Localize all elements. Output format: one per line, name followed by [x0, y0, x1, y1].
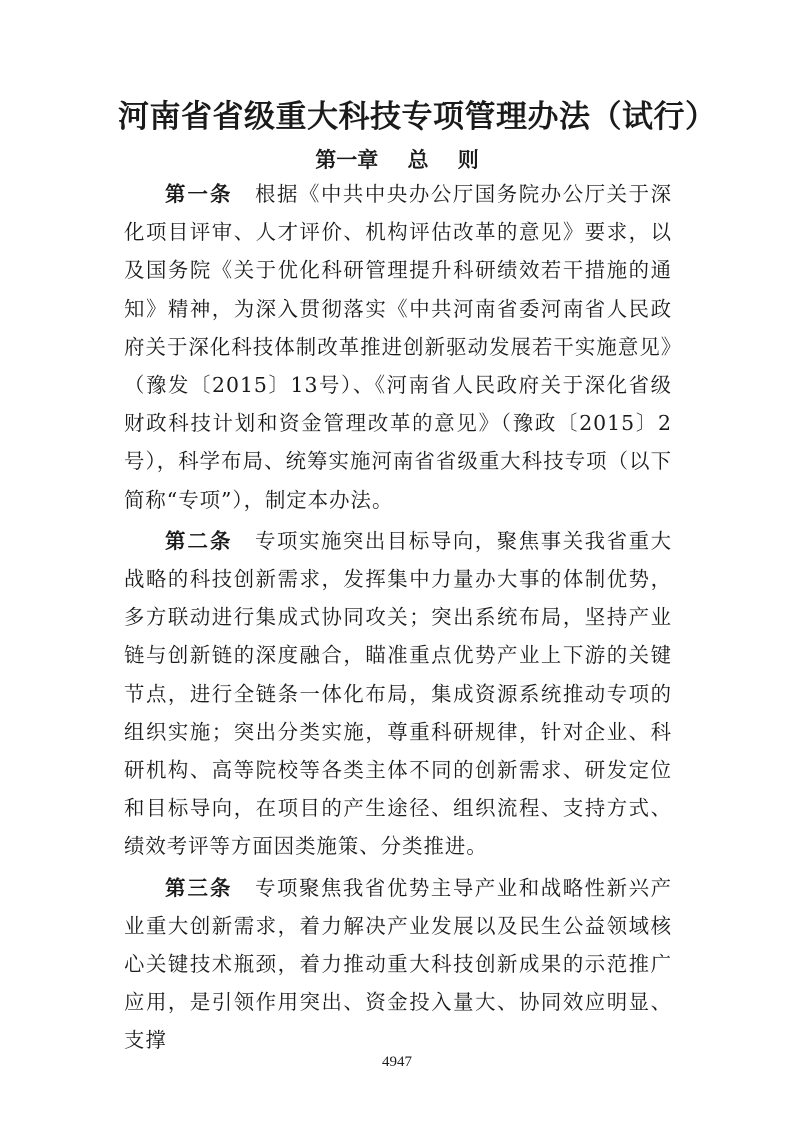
document-body	[124, 175, 672, 1063]
document-title: 河南省省级重大科技专项管理办法（试行）	[118, 99, 717, 135]
article-text: 专项实施突出目标导向，聚焦事关我省重大战略的科技创新需求，发挥集中力量办大事的体制优势，多方联动进行集成式协同攻关；突出系统布局，坚持产业链与创新链的深度融合，瞄准重点优势产业上下游的关键节点，进行全链条一体化布局，集成资源系统推动专项的组织实施；突出分类实施，尊重科研规律，针对企业、科研机构、高等院校等各类主体不同的创新需求、研发定位和目标导向，在项目的产生途径、组织流程、支持方式、绩效考评等方面因类施策、分类推进。	[124, 528, 673, 859]
article-number: 第三条	[165, 875, 233, 900]
article-paragraph	[124, 522, 672, 866]
article-paragraph	[124, 175, 672, 519]
article-text: 专项聚焦我省优势主导产业和战略性新兴产业重大创新需求，着力解决产业发展以及民生公益领域核心关键技术瓶颈，着力推动重大科技创新成果的示范推广应用，是引领作用突出、资金投入量大、协同效应明显、支撑	[124, 875, 673, 1053]
chapter-heading: 第一章 总 则	[315, 148, 479, 172]
article-paragraph	[124, 869, 672, 1060]
article-number: 第二条	[165, 528, 233, 553]
article-text: 根据《中共中央办公厅国务院办公厅关于深化项目评审、人才评价、机构评估改革的意见》要求，以及国务院《关于优化科研管理提升科研绩效若干措施的通知》精神，为深入贯彻落实《中共河南省委河南省人民政府关于深化科技体制改革推进创新驱动发展若干实施意见》（豫发〔2015〕13号）、《河南省人民政府关于深化省级财政科技计划和资金管理改革的意见》（豫政〔2015〕2号），科学布局、统筹实施河南省省级重大科技专项（以下简称“专项”），制定本办法。	[124, 182, 673, 512]
page-number: 4947	[382, 1054, 412, 1070]
article-number: 第一条	[165, 182, 233, 206]
